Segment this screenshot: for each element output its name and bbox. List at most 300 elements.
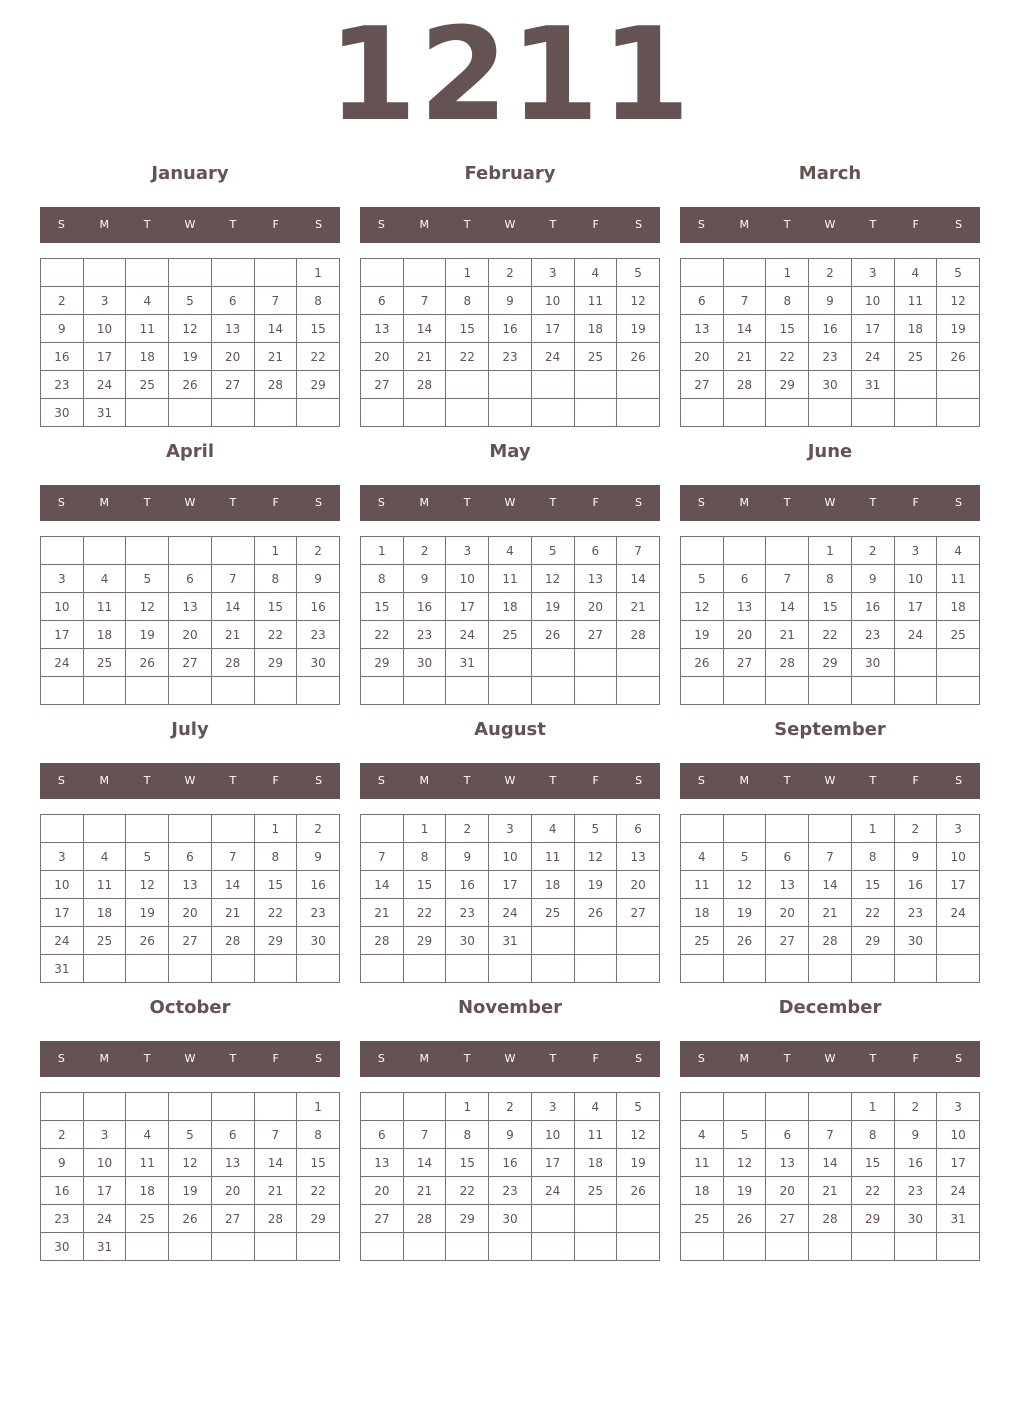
- weekday-label: S: [697, 218, 705, 231]
- day-cell: 22: [254, 899, 297, 927]
- week-row: [681, 287, 980, 315]
- weekday-header: [40, 485, 340, 521]
- day-cell: [403, 1093, 446, 1121]
- day-cell: 12: [169, 1149, 212, 1177]
- day-cell: [126, 1233, 169, 1261]
- day-cell: [937, 399, 980, 427]
- day-cell: 24: [83, 1205, 126, 1233]
- day-cell: 25: [83, 649, 126, 677]
- day-cell: [766, 1093, 809, 1121]
- day-cell: 28: [361, 927, 404, 955]
- weekday-label: S: [315, 496, 323, 509]
- day-cell: 13: [766, 1149, 809, 1177]
- weekday-label: T: [463, 218, 471, 231]
- day-cell: [41, 1093, 84, 1121]
- day-cell: 3: [851, 259, 894, 287]
- month-name: June: [807, 441, 853, 462]
- day-cell: 6: [361, 1121, 404, 1149]
- day-cell: 30: [894, 1205, 937, 1233]
- weekday-label: S: [697, 774, 705, 787]
- day-cell: 30: [446, 927, 489, 955]
- day-cell: 14: [361, 871, 404, 899]
- day-cell: 12: [531, 565, 574, 593]
- day-cell: 2: [41, 1121, 84, 1149]
- day-cell: 2: [446, 815, 489, 843]
- month-name: February: [464, 163, 556, 184]
- day-cell: 13: [361, 1149, 404, 1177]
- day-cell: [41, 259, 84, 287]
- day-cell: 19: [617, 1149, 660, 1177]
- day-cell: 29: [297, 371, 340, 399]
- day-grid: [40, 814, 340, 983]
- day-cell: 14: [809, 871, 852, 899]
- day-cell: [211, 537, 254, 565]
- week-row: [361, 287, 660, 315]
- day-cell: 19: [723, 1177, 766, 1205]
- week-row: [41, 343, 340, 371]
- day-cell: [169, 259, 212, 287]
- day-cell: 16: [851, 593, 894, 621]
- day-cell: 22: [297, 343, 340, 371]
- day-cell: [766, 399, 809, 427]
- day-cell: 2: [809, 259, 852, 287]
- day-cell: 27: [361, 1205, 404, 1233]
- day-grid: [40, 258, 340, 427]
- day-cell: 8: [254, 565, 297, 593]
- day-cell: 24: [83, 371, 126, 399]
- day-cell: 19: [574, 871, 617, 899]
- day-cell: [617, 371, 660, 399]
- day-cell: 3: [531, 259, 574, 287]
- day-cell: 19: [617, 315, 660, 343]
- day-cell: 5: [617, 1093, 660, 1121]
- day-cell: 6: [211, 1121, 254, 1149]
- day-cell: 23: [894, 1177, 937, 1205]
- week-row: [41, 1205, 340, 1233]
- weekday-label: M: [739, 218, 750, 231]
- weekday-label: S: [635, 1052, 643, 1065]
- weekday-label: W: [824, 774, 836, 787]
- day-cell: 29: [446, 1205, 489, 1233]
- day-cell: [361, 677, 404, 705]
- day-cell: 29: [361, 649, 404, 677]
- weekday-header: [40, 763, 340, 799]
- day-cell: 22: [297, 1177, 340, 1205]
- day-cell: [254, 1233, 297, 1261]
- day-cell: [126, 815, 169, 843]
- year-title: 1211: [327, 1, 693, 150]
- day-cell: 12: [723, 871, 766, 899]
- weekday-label: F: [912, 496, 919, 509]
- day-cell: 31: [41, 955, 84, 983]
- day-cell: 19: [723, 899, 766, 927]
- day-cell: [403, 399, 446, 427]
- day-cell: 9: [809, 287, 852, 315]
- day-cell: 21: [211, 899, 254, 927]
- week-row: [681, 677, 980, 705]
- day-cell: 22: [851, 899, 894, 927]
- day-cell: 17: [937, 871, 980, 899]
- day-grid: [360, 1092, 660, 1261]
- week-row: [41, 1233, 340, 1261]
- day-cell: [681, 677, 724, 705]
- week-row: [41, 1093, 340, 1121]
- day-cell: 3: [446, 537, 489, 565]
- day-cell: 12: [574, 843, 617, 871]
- weekday-header: [40, 1041, 340, 1077]
- day-cell: 22: [403, 899, 446, 927]
- month-january: [40, 152, 340, 430]
- day-cell: 6: [766, 1121, 809, 1149]
- day-cell: 5: [681, 565, 724, 593]
- weekday-label: F: [592, 496, 599, 509]
- day-cell: 12: [681, 593, 724, 621]
- day-cell: 2: [403, 537, 446, 565]
- day-cell: [681, 399, 724, 427]
- day-cell: 5: [126, 565, 169, 593]
- day-cell: 27: [361, 371, 404, 399]
- day-cell: [403, 259, 446, 287]
- day-cell: 23: [894, 899, 937, 927]
- weekday-label: T: [229, 496, 237, 509]
- day-cell: [169, 955, 212, 983]
- month-august: [360, 708, 660, 986]
- day-cell: 30: [297, 927, 340, 955]
- day-cell: 15: [403, 871, 446, 899]
- day-cell: 16: [41, 343, 84, 371]
- week-row: [41, 927, 340, 955]
- day-cell: 8: [851, 1121, 894, 1149]
- day-cell: 10: [894, 565, 937, 593]
- weekday-label: T: [869, 1052, 877, 1065]
- day-cell: 6: [211, 287, 254, 315]
- week-row: [361, 315, 660, 343]
- day-cell: [41, 815, 84, 843]
- day-cell: 18: [83, 621, 126, 649]
- day-cell: 11: [894, 287, 937, 315]
- day-cell: [723, 1233, 766, 1261]
- day-cell: 19: [531, 593, 574, 621]
- day-cell: 17: [446, 593, 489, 621]
- day-cell: 9: [41, 315, 84, 343]
- day-cell: 25: [937, 621, 980, 649]
- day-cell: 20: [169, 621, 212, 649]
- weekday-label: F: [272, 496, 279, 509]
- day-cell: 7: [254, 287, 297, 315]
- day-cell: 4: [894, 259, 937, 287]
- day-cell: 28: [211, 649, 254, 677]
- day-cell: [809, 399, 852, 427]
- day-cell: 27: [766, 1205, 809, 1233]
- day-cell: 28: [403, 1205, 446, 1233]
- day-cell: 25: [574, 343, 617, 371]
- day-cell: 17: [894, 593, 937, 621]
- week-row: [41, 955, 340, 983]
- weekday-label: S: [955, 496, 963, 509]
- weekday-label: S: [315, 774, 323, 787]
- week-row: [361, 649, 660, 677]
- week-row: [361, 259, 660, 287]
- day-cell: [681, 537, 724, 565]
- day-cell: 31: [83, 399, 126, 427]
- day-cell: 16: [297, 593, 340, 621]
- day-cell: 18: [681, 899, 724, 927]
- week-row: [681, 593, 980, 621]
- day-cell: 5: [937, 259, 980, 287]
- weekday-label: S: [315, 1052, 323, 1065]
- day-cell: 5: [169, 287, 212, 315]
- day-cell: 13: [361, 315, 404, 343]
- month-april: [40, 430, 340, 708]
- day-cell: 27: [574, 621, 617, 649]
- day-cell: [403, 955, 446, 983]
- day-cell: 4: [126, 287, 169, 315]
- day-cell: 24: [937, 1177, 980, 1205]
- day-cell: 12: [617, 1121, 660, 1149]
- week-row: [361, 1149, 660, 1177]
- weekday-label: T: [549, 1052, 557, 1065]
- day-cell: 11: [126, 1149, 169, 1177]
- day-cell: 14: [723, 315, 766, 343]
- week-row: [681, 1121, 980, 1149]
- day-cell: 12: [126, 593, 169, 621]
- weekday-label: F: [912, 1052, 919, 1065]
- week-row: [41, 871, 340, 899]
- day-cell: [937, 649, 980, 677]
- weekday-label: F: [272, 1052, 279, 1065]
- day-cell: [361, 259, 404, 287]
- day-cell: 26: [126, 927, 169, 955]
- day-cell: 31: [489, 927, 532, 955]
- day-cell: 5: [723, 843, 766, 871]
- weekday-label: W: [504, 1052, 516, 1065]
- weekday-label: T: [549, 218, 557, 231]
- day-cell: 20: [361, 343, 404, 371]
- day-cell: 27: [766, 927, 809, 955]
- weekday-label: M: [419, 1052, 430, 1065]
- day-cell: [446, 371, 489, 399]
- month-name: September: [774, 719, 886, 740]
- day-cell: [297, 399, 340, 427]
- day-cell: [83, 815, 126, 843]
- day-cell: [297, 677, 340, 705]
- day-cell: 1: [254, 815, 297, 843]
- week-row: [361, 371, 660, 399]
- day-cell: 25: [574, 1177, 617, 1205]
- day-cell: 11: [681, 1149, 724, 1177]
- day-cell: [126, 955, 169, 983]
- weekday-label: S: [377, 496, 385, 509]
- week-row: [41, 621, 340, 649]
- weekday-label: T: [229, 774, 237, 787]
- day-cell: 9: [489, 287, 532, 315]
- day-cell: 10: [937, 1121, 980, 1149]
- day-grid: [360, 258, 660, 427]
- day-cell: [489, 955, 532, 983]
- day-cell: [361, 955, 404, 983]
- week-row: [361, 927, 660, 955]
- day-cell: 28: [403, 371, 446, 399]
- day-cell: 5: [574, 815, 617, 843]
- weekday-label: M: [419, 774, 430, 787]
- day-cell: 24: [851, 343, 894, 371]
- day-cell: 3: [489, 815, 532, 843]
- day-cell: 12: [723, 1149, 766, 1177]
- weekday-label: W: [184, 1052, 196, 1065]
- day-cell: 23: [297, 621, 340, 649]
- day-cell: [766, 537, 809, 565]
- day-cell: [446, 955, 489, 983]
- day-cell: [126, 399, 169, 427]
- day-cell: 18: [489, 593, 532, 621]
- day-cell: 26: [617, 1177, 660, 1205]
- day-cell: 16: [489, 315, 532, 343]
- week-row: [41, 649, 340, 677]
- weekday-header: [680, 485, 980, 521]
- day-cell: 19: [126, 621, 169, 649]
- day-grid: [680, 1092, 980, 1261]
- day-cell: 15: [361, 593, 404, 621]
- day-cell: 26: [169, 1205, 212, 1233]
- week-row: [41, 565, 340, 593]
- day-cell: [297, 955, 340, 983]
- weekday-label: W: [824, 1052, 836, 1065]
- day-cell: [894, 1233, 937, 1261]
- day-cell: [809, 677, 852, 705]
- day-cell: [723, 1093, 766, 1121]
- day-cell: [531, 927, 574, 955]
- week-row: [41, 899, 340, 927]
- week-row: [681, 871, 980, 899]
- day-cell: 22: [809, 621, 852, 649]
- weekday-label: M: [99, 774, 110, 787]
- day-cell: 24: [531, 343, 574, 371]
- day-cell: 16: [403, 593, 446, 621]
- day-cell: 24: [531, 1177, 574, 1205]
- day-cell: [41, 537, 84, 565]
- day-cell: 28: [809, 927, 852, 955]
- day-cell: 15: [254, 593, 297, 621]
- weekday-label: S: [57, 218, 65, 231]
- day-cell: [489, 371, 532, 399]
- day-cell: 29: [766, 371, 809, 399]
- weekday-label: M: [419, 496, 430, 509]
- weekday-label: S: [57, 496, 65, 509]
- day-cell: 4: [489, 537, 532, 565]
- day-cell: 28: [617, 621, 660, 649]
- day-cell: [169, 399, 212, 427]
- week-row: [681, 843, 980, 871]
- day-cell: 6: [723, 565, 766, 593]
- weekday-label: F: [272, 218, 279, 231]
- weekday-label: T: [143, 774, 151, 787]
- weekday-header: [680, 763, 980, 799]
- weekday-label: T: [229, 218, 237, 231]
- day-cell: [403, 1233, 446, 1261]
- day-cell: 3: [41, 843, 84, 871]
- week-row: [361, 843, 660, 871]
- day-cell: [489, 1233, 532, 1261]
- day-cell: 11: [574, 1121, 617, 1149]
- day-cell: [723, 399, 766, 427]
- day-cell: 29: [809, 649, 852, 677]
- weekday-label: S: [315, 218, 323, 231]
- day-cell: 7: [361, 843, 404, 871]
- day-cell: 9: [446, 843, 489, 871]
- day-cell: [169, 1233, 212, 1261]
- day-cell: 19: [169, 343, 212, 371]
- weekday-label: T: [783, 218, 791, 231]
- day-cell: [809, 1233, 852, 1261]
- day-cell: 23: [489, 343, 532, 371]
- day-cell: [254, 259, 297, 287]
- weekday-label: S: [635, 218, 643, 231]
- day-cell: [574, 371, 617, 399]
- week-row: [361, 871, 660, 899]
- weekday-label: W: [824, 496, 836, 509]
- day-cell: [297, 1233, 340, 1261]
- day-cell: 29: [851, 1205, 894, 1233]
- weekday-header: [360, 763, 660, 799]
- day-cell: 14: [254, 1149, 297, 1177]
- day-cell: [126, 537, 169, 565]
- month-name: April: [165, 441, 215, 462]
- day-cell: 13: [766, 871, 809, 899]
- day-cell: 14: [403, 315, 446, 343]
- weekday-label: S: [697, 496, 705, 509]
- weekday-label: T: [869, 774, 877, 787]
- day-cell: 8: [809, 565, 852, 593]
- weekday-label: T: [143, 218, 151, 231]
- day-grid: [680, 258, 980, 427]
- week-row: [41, 1177, 340, 1205]
- day-cell: 24: [894, 621, 937, 649]
- day-cell: 6: [361, 287, 404, 315]
- week-row: [361, 899, 660, 927]
- day-cell: 4: [531, 815, 574, 843]
- day-cell: 10: [531, 1121, 574, 1149]
- day-cell: [894, 399, 937, 427]
- day-cell: [211, 955, 254, 983]
- week-row: [41, 1149, 340, 1177]
- day-cell: 13: [211, 315, 254, 343]
- day-cell: 19: [169, 1177, 212, 1205]
- day-cell: [83, 955, 126, 983]
- day-cell: [723, 537, 766, 565]
- day-cell: [83, 537, 126, 565]
- day-cell: 29: [851, 927, 894, 955]
- weekday-label: T: [463, 774, 471, 787]
- weekday-label: F: [592, 774, 599, 787]
- day-cell: [766, 677, 809, 705]
- week-row: [681, 259, 980, 287]
- day-cell: [531, 399, 574, 427]
- day-cell: 10: [41, 593, 84, 621]
- week-row: [681, 1093, 980, 1121]
- day-cell: [489, 677, 532, 705]
- day-cell: 1: [766, 259, 809, 287]
- day-cell: 30: [297, 649, 340, 677]
- day-cell: 4: [574, 259, 617, 287]
- day-cell: 20: [211, 343, 254, 371]
- day-cell: 15: [297, 315, 340, 343]
- day-cell: 4: [574, 1093, 617, 1121]
- day-cell: 4: [681, 1121, 724, 1149]
- week-row: [361, 565, 660, 593]
- day-cell: 8: [446, 1121, 489, 1149]
- day-cell: 8: [361, 565, 404, 593]
- day-cell: 26: [723, 1205, 766, 1233]
